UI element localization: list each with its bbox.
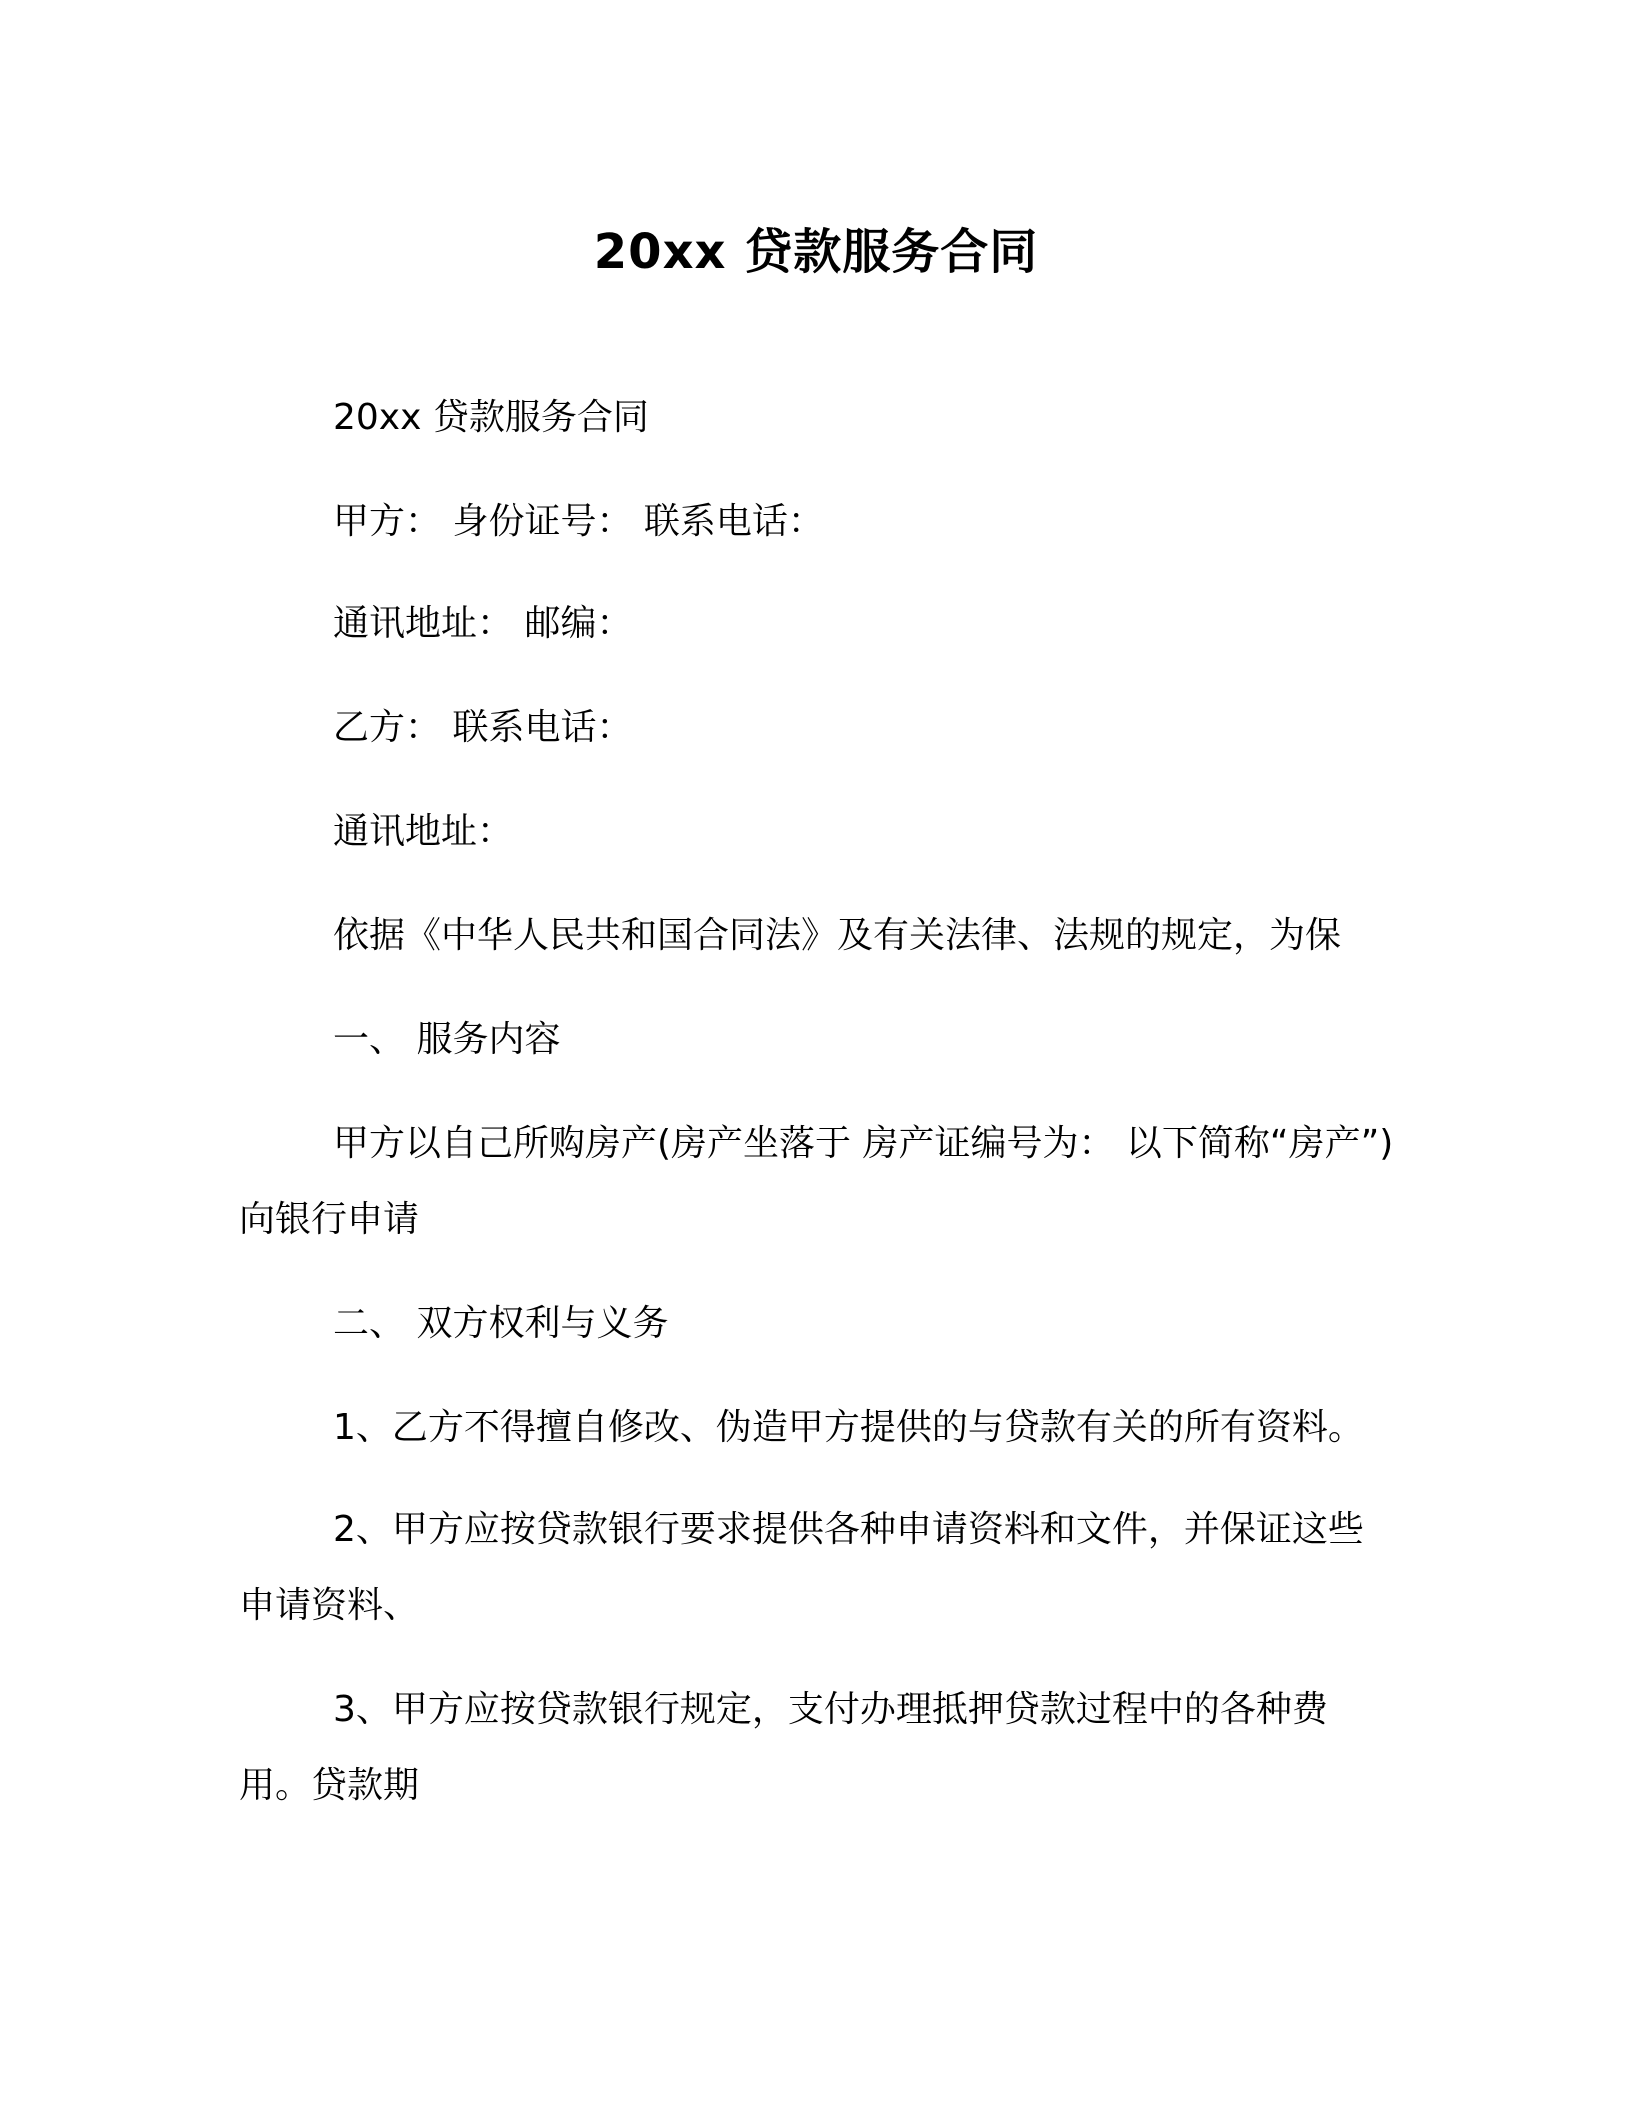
- paragraph-subtitle: 20xx 贷款服务合同: [333, 397, 649, 438]
- paragraph-clause-2: 2、甲方应按贷款银行要求提供各种申请资料和文件，并保证这些申请资料、: [239, 1509, 1364, 1626]
- paragraph-party-a: 甲方： 身份证号： 联系电话：: [333, 501, 824, 542]
- paragraph-party-a-address: 通讯地址： 邮编：: [333, 603, 633, 644]
- paragraph-clause-3: 3、甲方应按贷款银行规定，支付办理抵押贷款过程中的各种费用。贷款期: [239, 1689, 1328, 1806]
- document-title: 20xx 贷款服务合同: [593, 224, 1039, 280]
- paragraph-clause-1: 1、乙方不得擅自修改、伪造甲方提供的与贷款有关的所有资料。: [333, 1407, 1364, 1448]
- paragraph-party-b-address: 通讯地址：: [333, 811, 514, 852]
- section-heading-1: 一、 服务内容: [333, 1019, 561, 1060]
- paragraph-party-b: 乙方： 联系电话：: [333, 707, 633, 748]
- section-heading-2: 二、 双方权利与义务: [333, 1303, 669, 1344]
- paragraph-basis: 依据《中华人民共和国合同法》及有关法律、法规的规定，为保: [333, 915, 1342, 956]
- paragraph-service-content: 甲方以自己所购房产(房产坐落于 房产证编号为： 以下简称“房产”)向银行申请: [239, 1123, 1394, 1240]
